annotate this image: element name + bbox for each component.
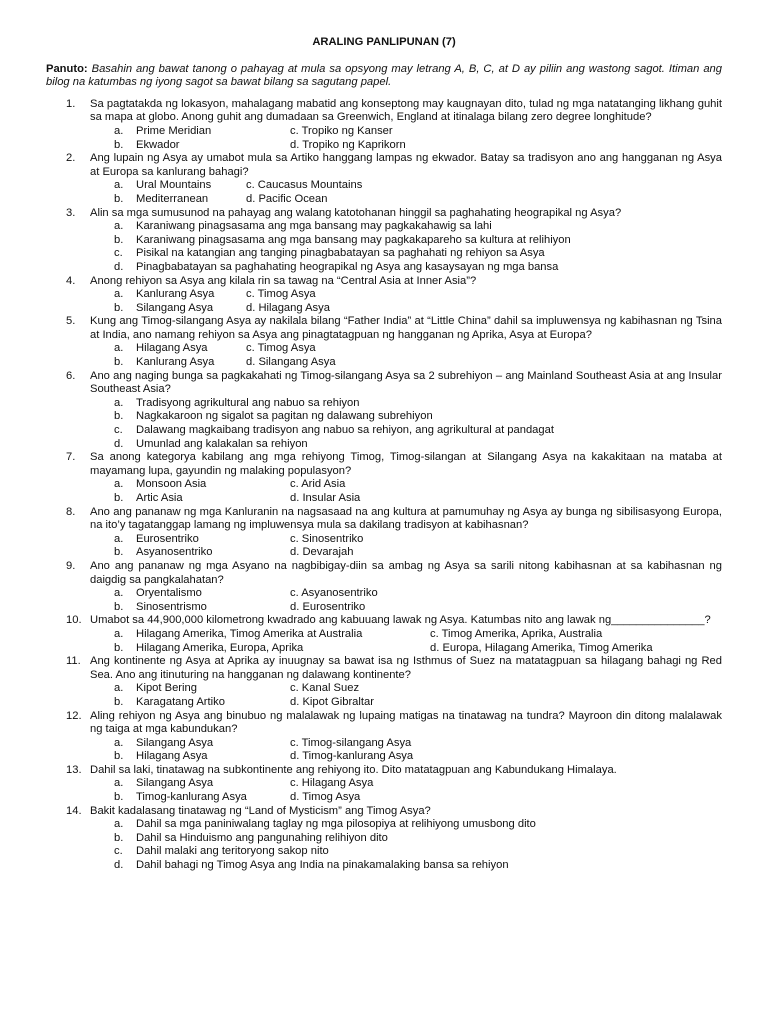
answer-option	[90, 424, 554, 438]
option-text: Silangang Asya	[136, 301, 214, 314]
option-letter: a.	[114, 478, 124, 491]
answer-options	[90, 682, 722, 709]
option-row	[90, 424, 722, 438]
answer-option	[90, 492, 290, 506]
option-letter: a.	[114, 396, 124, 409]
option-text: d. Eurosentriko	[290, 600, 366, 613]
option-text: Dahil malaki ang teritoryong sakop nito	[136, 845, 329, 858]
answer-options	[90, 533, 722, 560]
question-item	[46, 655, 722, 709]
option-text: Kanlurang Asya	[136, 288, 215, 301]
option-letter: c.	[114, 247, 123, 260]
answer-option	[290, 478, 345, 492]
option-text: d. Insular Asia	[290, 492, 361, 504]
answer-option	[246, 193, 327, 207]
question-text: Anong rehiyon sa Asya ang kilala rin sa tawag na “Central Asia at Inner Asia”?	[90, 274, 477, 287]
option-letter: b.	[114, 492, 124, 504]
option-letter: b.	[114, 750, 124, 763]
answer-options	[90, 628, 722, 655]
option-row	[90, 247, 722, 261]
answer-option	[290, 125, 393, 139]
question-number: 1.	[66, 97, 76, 110]
option-text: d. Tropiko ng Kaprikorn	[290, 138, 406, 151]
option-text: Karaniwang pinagsasama ang mga bansang may pagkakapareho sa kultura at relihiyon	[136, 233, 571, 246]
question-item	[46, 315, 722, 369]
option-text: d. Hilagang Asya	[246, 301, 330, 314]
option-text: Mediterranean	[136, 192, 209, 205]
option-text: d. Kipot Gibraltar	[290, 695, 374, 708]
option-text: Eurosentriko	[136, 532, 199, 545]
answer-option	[290, 682, 359, 696]
option-text: c. Timog-silangang Asya	[290, 736, 412, 749]
option-letter: b.	[114, 138, 124, 151]
question-number: 10.	[66, 614, 82, 627]
option-text: Oryentalismo	[136, 587, 202, 600]
answer-option	[90, 179, 246, 193]
answer-option	[430, 642, 653, 656]
question-list	[46, 98, 722, 873]
question-number: 8.	[66, 505, 76, 518]
option-text: Silangang Asya	[136, 736, 214, 749]
answer-option	[90, 642, 430, 656]
question-number: 13.	[66, 763, 82, 776]
answer-option	[90, 193, 246, 207]
option-text: d. Silangang Asya	[246, 356, 336, 369]
question-number: 2.	[66, 152, 76, 165]
answer-options	[90, 587, 722, 614]
answer-option	[90, 737, 290, 751]
question-item	[46, 506, 722, 560]
option-row	[90, 642, 722, 656]
question-text: Ang lupain ng Asya ay umabot mula sa Artiko hanggang lampas ng ekwador. Batay sa tradisyon ano ang hangganan ng Asya at Europa sa kanlurang bahagi?	[90, 152, 722, 178]
option-text: c. Timog Asya	[246, 288, 316, 301]
option-text: Hilagang Amerika, Europa, Aprika	[136, 641, 304, 654]
option-text: Hilagang Asya	[136, 750, 208, 763]
option-row	[90, 750, 722, 764]
option-letter: c.	[114, 845, 123, 858]
option-letter: b.	[114, 546, 124, 559]
option-text: c. Tropiko ng Kanser	[290, 124, 393, 137]
answer-option	[90, 438, 308, 452]
question-number: 4.	[66, 274, 76, 287]
option-text: Silangang Asya	[136, 777, 214, 790]
option-row	[90, 179, 722, 193]
option-row	[90, 193, 722, 207]
option-row	[90, 818, 722, 832]
option-letter: b.	[114, 301, 124, 314]
answer-option	[90, 302, 246, 316]
answer-option	[90, 546, 290, 560]
question-number: 9.	[66, 559, 76, 572]
question-item	[46, 614, 722, 655]
question-item	[46, 805, 722, 873]
option-row	[90, 628, 722, 642]
answer-options	[90, 397, 722, 451]
answer-options	[90, 777, 722, 804]
question-item	[46, 207, 722, 275]
answer-option	[90, 397, 359, 411]
question-text: Aling rehiyon ng Asya ang binubuo ng malalawak ng lupaing matigas na tinatawag na tundra? Mayroon din ditong malalawak ng taiga at mga kabundukan?	[90, 709, 722, 736]
option-letter: a.	[114, 220, 124, 233]
answer-option	[90, 342, 246, 356]
option-text: Umunlad ang kalakalan sa rehiyon	[136, 437, 308, 450]
option-row	[90, 410, 722, 424]
option-text: c. Asyanosentriko	[290, 587, 378, 600]
answer-option	[90, 777, 290, 791]
option-text: Hilagang Amerika, Timog Amerika at Australia	[136, 627, 363, 640]
option-text: Dahil sa mga paniniwalang taglay ng mga pilosopiya at relihiyong umusbong dito	[136, 818, 536, 831]
option-letter: a.	[114, 179, 124, 192]
option-text: Sinosentrismo	[136, 600, 207, 613]
answer-option	[290, 492, 360, 506]
option-text: Karaniwang pinagsasama ang mga bansang may pagkakahawig sa lahi	[136, 220, 492, 233]
answer-option	[90, 533, 290, 547]
answer-options	[90, 818, 722, 872]
option-letter: a.	[114, 777, 124, 790]
option-text: Pinagbabatayan sa paghahating heograpikal ng Asya ang kasaysayan ng mga bansa	[136, 260, 559, 273]
answer-option	[90, 587, 290, 601]
question-item	[46, 370, 722, 452]
option-letter: c.	[114, 424, 123, 437]
option-row	[90, 737, 722, 751]
question-item	[46, 560, 722, 614]
option-letter: b.	[114, 791, 124, 804]
option-letter: a.	[114, 818, 124, 831]
answer-option	[90, 832, 388, 846]
option-row	[90, 220, 722, 234]
question-item	[46, 152, 722, 206]
question-text: Ano ang pananaw ng mga Kanluranin na nagsasaad na ang kultura at pamumuhay ng Asya ay bunga ng sibilisasyong Europa, na ito’y tagatanggap lamang ng impluwensya mula sa dakilang tradisyon at kabihasnan?	[90, 505, 722, 532]
question-text: Ano ang naging bunga sa pagkakahati ng Timog-silangang Asya sa 2 subrehiyon – ang Mainland Southeast Asia at ang Insular Southeast Asia?	[90, 369, 722, 396]
option-text: Hilagang Asya	[136, 342, 208, 355]
answer-option	[290, 750, 413, 764]
answer-option	[290, 791, 360, 805]
exam-page	[46, 36, 722, 873]
answer-option	[90, 628, 430, 642]
option-letter: a.	[114, 682, 124, 695]
question-item	[46, 710, 722, 764]
answer-option	[90, 859, 509, 873]
option-text: d. Europa, Hilagang Amerika, Timog Amerika	[430, 641, 653, 654]
answer-option	[90, 261, 558, 275]
option-text: Timog-kanlurang Asya	[136, 791, 247, 804]
option-text: c. Caucasus Mountains	[246, 179, 363, 192]
answer-option	[290, 587, 378, 601]
option-row	[90, 546, 722, 560]
question-text: Alin sa mga sumusunod na pahayag ang walang katotohanan hinggil sa paghahating heograpikal ng Asya?	[90, 206, 622, 219]
option-letter: a.	[114, 124, 124, 137]
option-letter: a.	[114, 627, 124, 640]
answer-options	[90, 220, 722, 274]
option-text: d. Devarajah	[290, 546, 354, 559]
option-text: c. Sinosentriko	[290, 532, 364, 545]
instructions-label: Panuto:	[46, 62, 88, 75]
option-row	[90, 682, 722, 696]
option-letter: a.	[114, 532, 124, 545]
question-text: Kung ang Timog-silangang Asya ay nakilala bilang “Father India” at “Little China” dahil sa impluwensya ng kabihasnan ng Tsina at India, ano namang rehiyon sa Asya ang pinagtatagpuan ng hangganan ng Aprika, Asya at Europa?	[90, 315, 722, 341]
question-number: 5.	[66, 315, 76, 328]
option-letter: a.	[114, 342, 124, 355]
question-text: Sa anong kategorya kabilang ang mga rehiyong Timog, Timog-silangan at Silangang Asya na kakakitaan na mataba at mayamang lupa, gayundin ng malaking populasyon?	[90, 451, 722, 477]
answer-option	[90, 791, 290, 805]
answer-options	[90, 179, 722, 206]
option-text: Kipot Bering	[136, 682, 197, 695]
option-row	[90, 587, 722, 601]
answer-option	[90, 696, 290, 710]
answer-option	[90, 845, 329, 859]
option-letter: b.	[114, 600, 124, 613]
answer-option	[246, 356, 336, 370]
answer-option	[90, 247, 545, 261]
answer-option	[290, 696, 374, 710]
option-row	[90, 125, 722, 139]
option-text: c. Timog Asya	[246, 342, 316, 355]
option-text: Dahil sa Hinduismo ang pangunahing relihiyon dito	[136, 831, 388, 844]
answer-option	[90, 410, 433, 424]
option-text: Ekwador	[136, 138, 180, 151]
question-number: 7.	[66, 451, 76, 464]
option-letter: d.	[114, 260, 124, 273]
option-row	[90, 342, 722, 356]
option-text: Tradisyong agrikultural ang nabuo sa rehiyon	[136, 396, 360, 409]
option-row	[90, 492, 722, 506]
instructions-text: Basahin ang bawat tanong o pahayag at mula sa opsyong may letrang A, B, C, at D ay piliin ang wastong sagot. Itiman ang bilog na katumbas ng iyong sagot sa bawat bilang sa sagutang papel.	[46, 62, 722, 89]
answer-option	[90, 220, 492, 234]
question-text: Bakit kadalasang tinatawag ng “Land of Mysticism” ang Timog Asya?	[90, 804, 431, 817]
answer-options	[90, 288, 722, 315]
option-text: Dahil bahagi ng Timog Asya ang India na pinakamalaking bansa sa rehiyon	[136, 859, 509, 872]
option-row	[90, 533, 722, 547]
option-row	[90, 288, 722, 302]
question-number: 14.	[66, 804, 82, 817]
option-text: Prime Meridian	[136, 124, 212, 137]
instructions	[46, 63, 722, 90]
option-row	[90, 139, 722, 153]
answer-option	[90, 682, 290, 696]
question-text: Sa pagtatakda ng lokasyon, mahalagang mabatid ang konseptong may kaugnayan dito, tulad ng mga natatanging likhang guhit sa mapa at globo. Anong guhit ang dumadaan sa Greenwich, England at itinalaga bilang zero degree longhitude?	[90, 97, 722, 124]
answer-option	[246, 342, 316, 356]
question-text: Dahil sa laki, tinatawag na subkontinente ang rehiyong ito. Dito matatagpuan ang Kabundukang Himalaya.	[90, 763, 617, 776]
option-text: d. Pacific Ocean	[246, 192, 328, 205]
answer-option	[90, 478, 290, 492]
option-letter: b.	[114, 641, 124, 654]
question-number: 11.	[66, 655, 81, 668]
option-text: c. Arid Asia	[290, 478, 346, 491]
question-text: Ano ang pananaw ng mga Asyano na nagbibigay-diin sa ambag ng Asya sa sarili nitong kabihasnan at sa kabihasnan ng daigdig sa pangkalahatan?	[90, 559, 722, 586]
option-row	[90, 601, 722, 615]
option-text: Artic Asia	[136, 492, 183, 504]
answer-option	[90, 288, 246, 302]
option-row	[90, 777, 722, 791]
option-text: Nagkakaroon ng sigalot sa pagitan ng dalawang subrehiyon	[136, 410, 433, 423]
question-text: Ang kontinente ng Asya at Aprika ay inuugnay sa bawat isa ng Isthmus of Suez na matatagpuan sa hilagang bahagi ng Red Sea. Ano ang itinuturing na hangganan ng dalawang kontinente?	[90, 655, 722, 681]
option-row	[90, 859, 722, 873]
option-text: Monsoon Asia	[136, 478, 207, 491]
option-text: Ural Mountains	[136, 179, 212, 192]
answer-option	[290, 139, 406, 153]
answer-option	[90, 601, 290, 615]
option-row	[90, 302, 722, 316]
question-item	[46, 451, 722, 505]
option-text: c. Hilagang Asya	[290, 777, 374, 790]
question-number: 6.	[66, 369, 76, 382]
option-row	[90, 397, 722, 411]
option-letter: a.	[114, 587, 124, 600]
option-row	[90, 696, 722, 710]
option-letter: b.	[114, 356, 124, 369]
option-text: Kanlurang Asya	[136, 356, 215, 369]
answer-option	[246, 288, 316, 302]
option-text: c. Timog Amerika, Aprika, Australia	[430, 627, 603, 640]
question-item	[46, 98, 722, 152]
question-number: 3.	[66, 206, 76, 219]
option-letter: a.	[114, 736, 124, 749]
option-letter: b.	[114, 192, 124, 205]
question-number: 12.	[66, 709, 82, 722]
answer-option	[90, 125, 290, 139]
option-text: d. Timog-kanlurang Asya	[290, 750, 414, 763]
answer-option	[90, 356, 246, 370]
option-row	[90, 261, 722, 275]
option-letter: a.	[114, 288, 124, 301]
answer-option	[90, 139, 290, 153]
option-row	[90, 356, 722, 370]
answer-option	[290, 533, 363, 547]
answer-option	[90, 234, 571, 248]
option-letter: b.	[114, 233, 124, 246]
answer-option	[290, 546, 353, 560]
answer-option	[90, 750, 290, 764]
option-text: c. Kanal Suez	[290, 682, 360, 695]
question-item	[46, 764, 722, 805]
answer-option	[246, 302, 330, 316]
option-text: Dalawang magkaibang tradisyon ang nabuo sa rehiyon, ang agrikultural at pandagat	[136, 424, 554, 437]
answer-options	[90, 737, 722, 764]
option-row	[90, 832, 722, 846]
option-text: d. Timog Asya	[290, 791, 361, 804]
answer-options	[90, 342, 722, 369]
answer-options	[90, 125, 722, 152]
option-text: Karagatang Artiko	[136, 695, 225, 708]
option-letter: d.	[114, 859, 124, 872]
answer-option	[90, 818, 536, 832]
option-row	[90, 234, 722, 248]
option-letter: b.	[114, 410, 124, 423]
option-letter: d.	[114, 437, 124, 450]
answer-option	[430, 628, 602, 642]
option-row	[90, 791, 722, 805]
option-letter: b.	[114, 695, 124, 708]
answer-option	[290, 737, 411, 751]
answer-option	[290, 777, 373, 791]
option-row	[90, 845, 722, 859]
answer-options	[90, 478, 722, 505]
answer-option	[290, 601, 365, 615]
option-letter: b.	[114, 831, 124, 844]
question-text: Umabot sa 44,900,000 kilometrong kwadrado ang kabuuang lawak ng Asya. Katumbas nito ang lawak ng_______________?	[90, 614, 711, 627]
answer-option	[246, 179, 362, 193]
question-item	[46, 275, 722, 316]
option-row	[90, 438, 722, 452]
option-text: Asyanosentriko	[136, 546, 213, 559]
page-title: ARALING PANLIPUNAN (7)	[312, 36, 456, 48]
option-text: Pisikal na katangian ang tanging pinagbabatayan sa paghahati ng rehiyon sa Asya	[136, 247, 545, 260]
option-row	[90, 478, 722, 492]
